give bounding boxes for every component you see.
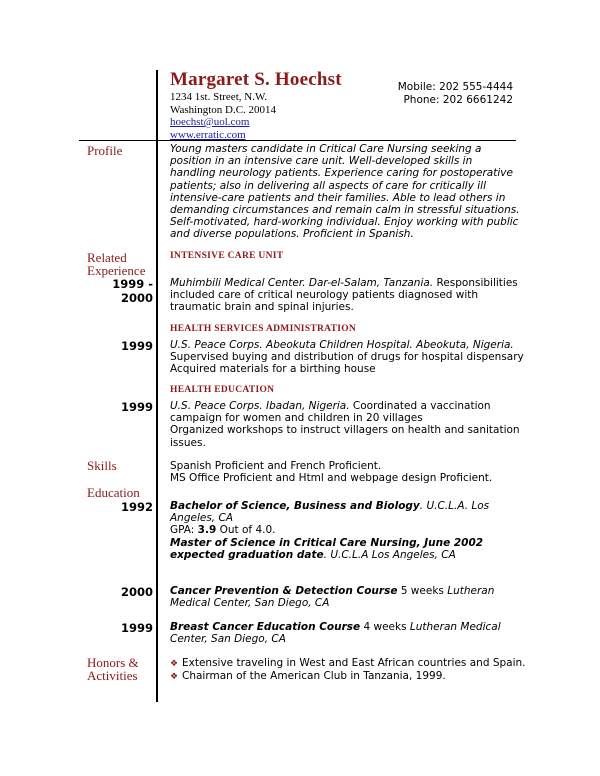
job-detail-hsa-1: Supervised buying and distribution of drugs for hospital dispensary — [170, 351, 524, 364]
job-title-hsa: HEALTH SERVICES ADMINISTRATION — [170, 324, 357, 334]
job-title-he: HEALTH EDUCATION — [170, 385, 275, 395]
job-detail-he-2: Organized workshops to instruct villagers on health and sanitation issues. — [170, 424, 520, 449]
job-detail-he-1: Coordinated a vaccination campaign for women and children in 20 villages — [170, 400, 491, 425]
horizontal-rule — [79, 140, 516, 141]
honor-text-2: Chairman of the American Club in Tanzania, 1999. — [182, 670, 446, 683]
edu-gpa-label: GPA: — [170, 524, 198, 537]
section-education: Education — [87, 485, 140, 500]
honor-text-1: Extensive traveling in West and East African countries and Spain. — [182, 657, 526, 669]
section-profile: Profile — [87, 143, 123, 158]
email-link[interactable]: hoechst@uol.com — [170, 116, 250, 128]
section-experience-line2: Experience — [87, 263, 146, 278]
diamond-bullet-icon: ❖ — [170, 672, 179, 683]
edu-duration-breast: 4 weeks — [360, 621, 410, 633]
edu-entry-1999 — [170, 621, 520, 645]
edu-year-1992: 1992 — [120, 500, 153, 514]
job-detail-icu: Responsibilities included care of critical neurology patients diagnosed with traumatic brain and spinal injuries. — [170, 277, 518, 314]
edu-school-master: . U.C.L.A Los Angeles, CA — [323, 548, 456, 561]
vertical-rule — [156, 70, 158, 702]
edu-course-breast: Breast Cancer Education Course — [170, 621, 361, 633]
edu-degree-bachelor: Bachelor of Science, Business and Biology — [170, 500, 420, 512]
profile-text: Young masters candidate in Critical Care Nursing seeking a position in an intensive care unit. Well-developed skills in handling neurology patients. Experience caring for postoperative patients; also in delivering all aspects of care for critically ill intensive-care patients and their families. Able to lead others in demanding circumstances and remain calm in stressful situations. Self-motivated, hard-working individual. Enjoy working with public and diverse populations. Proficient in Spanish. — [170, 143, 520, 241]
diamond-bullet-icon: ❖ — [170, 659, 179, 669]
skills-list — [170, 460, 530, 484]
job-year-icu-end: 2000 — [120, 291, 153, 305]
edu-course-cancer: Cancer Prevention & Detection Course — [170, 585, 398, 597]
section-honors-line1: Honors & — [87, 655, 139, 670]
edu-year-2000: 2000 — [120, 585, 153, 599]
job-year-icu-start: 1999 - — [112, 277, 153, 291]
section-skills: Skills — [87, 458, 117, 473]
skill-line-2: MS Office Proficient and Html and webpage design Proficient. — [170, 472, 493, 485]
edu-where-cancer: Lutheran Medical Center, San Diego, CA — [170, 585, 495, 610]
edu-degree-master: Master of Science in Critical Care Nursing, June 2002 expected graduation date — [170, 536, 484, 561]
edu-year-1999: 1999 — [120, 621, 153, 635]
candidate-name: Margaret S. Hoechst — [170, 69, 342, 90]
website-link[interactable]: www.erratic.com — [170, 128, 246, 141]
edu-school-bachelor: . U.C.L.A. Los Angeles, CA — [170, 500, 490, 525]
job-place-he: U.S. Peace Corps. Ibadan, Nigeria. — [170, 400, 350, 412]
address-street: 1234 1st. Street, N.W. — [170, 91, 268, 103]
job-desc-icu — [170, 277, 520, 314]
mobile-number: Mobile: 202 555-4444 — [397, 81, 513, 93]
job-desc-hsa — [170, 339, 530, 376]
job-year-he: 1999 — [120, 400, 153, 414]
job-place-hsa: U.S. Peace Corps. Abeokuta Children Hospital. Abeokuta, Nigeria. — [170, 339, 514, 351]
job-title-icu: INTENSIVE CARE UNIT — [170, 251, 284, 261]
edu-where-breast: Lutheran Medical Center, San Diego, CA — [170, 621, 501, 646]
edu-entry-1992 — [170, 500, 505, 561]
section-honors-line2: Activities — [87, 668, 138, 683]
phone-number: Phone: 202 6661242 — [403, 94, 513, 106]
edu-duration-cancer: 5 weeks — [397, 585, 448, 597]
job-year-hsa: 1999 — [120, 339, 153, 353]
address-city: Washington D.C. 20014 — [170, 103, 277, 116]
job-desc-he — [170, 400, 520, 449]
section-experience-line1: Related — [87, 250, 127, 265]
honor-item — [170, 670, 540, 683]
job-place-icu: Muhimbili Medical Center. Dar-el-Salam, Tanzania. — [170, 277, 434, 289]
edu-gpa-value: 3.9 — [197, 524, 217, 537]
skill-line-1: Spanish Proficient and French Proficient. — [170, 460, 382, 472]
edu-gpa-rest: Out of 4.0. — [216, 524, 276, 537]
honors-list — [170, 657, 540, 683]
edu-entry-2000 — [170, 585, 520, 609]
job-detail-hsa-2: Acquired materials for a birthing house — [170, 363, 376, 376]
honor-item — [170, 657, 540, 670]
